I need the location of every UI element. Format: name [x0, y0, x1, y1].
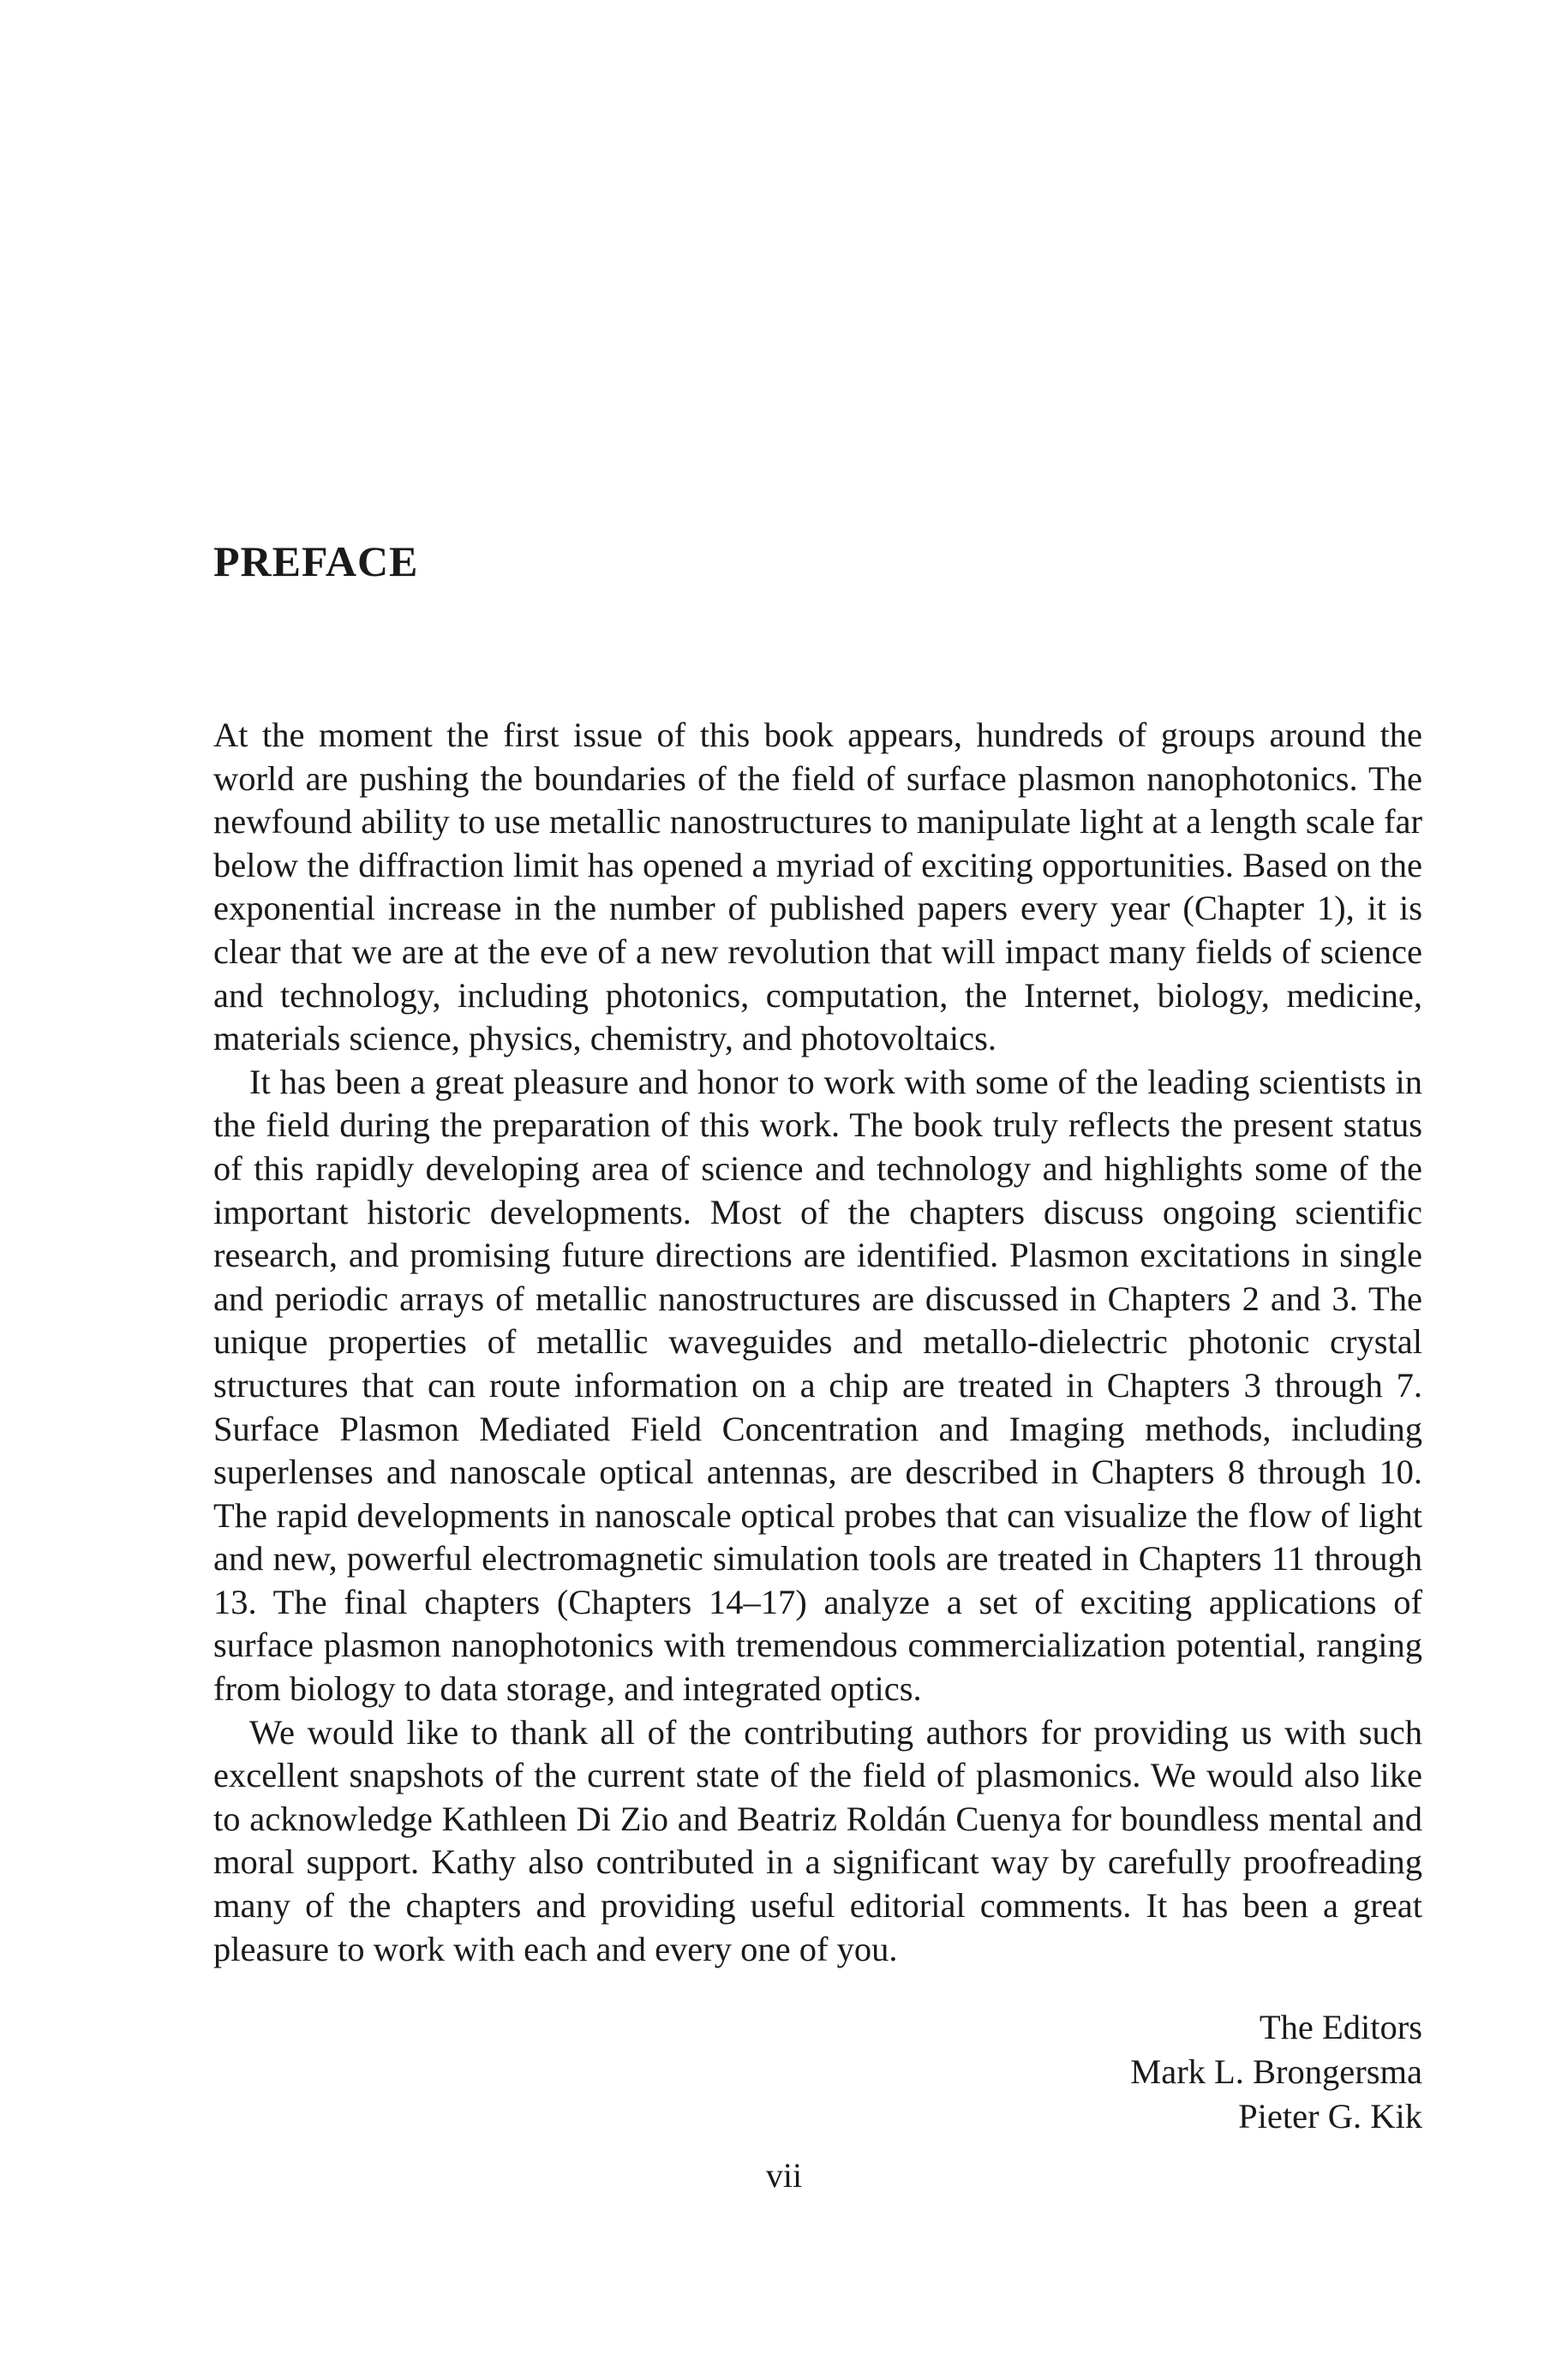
preface-body: [213, 714, 1422, 1971]
signature-editor-1: Mark L. Brongersma: [1130, 2052, 1422, 2091]
paragraph-3: We would like to thank all of the contributing authors for providing us with such excellent snapshots of the current state of the field of plasmonics. We would also like to acknowledge Kathleen Di Zio and Beatriz Roldán Cuenya for boundless mental and moral support. Kathy also contributed in a significant way by carefully proofreading many of the chapters and providing useful editorial comments. It has been a great pleasure to work with each and every one of you.: [213, 1712, 1422, 1968]
paragraph-1: At the moment the first issue of this book appears, hundreds of groups around the world are pushing the boundaries of the field of surface plasmon nanophotonics. The newfound ability to use metallic nanostructures to manipulate light at a length scale far below the diffraction limit has opened a myriad of exciting opportunities. Based on the exponential increase in the number of published papers every year (Chapter 1), it is clear that we are at the eve of a new revolution that will impact many fields of science and technology, including photonics, computation, the Internet, biology, medicine, materials science, physics, chemistry, and photovoltaics.: [213, 716, 1422, 1058]
signature-block: [1130, 2005, 1422, 2139]
signature-editor-2: Pieter G. Kik: [1238, 2097, 1422, 2135]
page-number: vii: [765, 2156, 803, 2195]
page-title: PREFACE: [213, 537, 419, 585]
paragraph-2: It has been a great pleasure and honor to work with some of the leading scientists in the field during the preparation of this work. The book truly reflects the present status of this rapidly developing area of science and technology and highlights some of the important historic developments. Most of the chapters discuss ongoing scientific research, and promising future directions are identified. Plasmon excitations in single and periodic arrays of metallic nanostructures are discussed in Chapters 2 and 3. The unique properties of metallic waveguides and metallo-dielectric photonic crystal structures that can route information on a chip are treated in Chapters 3 through 7. Surface Plasmon Mediated Field Concentration and Imaging methods, including superlenses and nanoscale optical antennas, are described in Chapters 8 through 10. The rapid developments in nanoscale optical probes that can visualize the flow of light and new, powerful electromagnetic simulation tools are treated in Chapters 11 through 13. The final chapters (Chapters 14–17) analyze a set of exciting applications of surface plasmon nanophotonics with tremendous commercialization potential, ranging from biology to data storage, and integrated optics.: [213, 1062, 1422, 1709]
signature-editors-label: The Editors: [1259, 2008, 1422, 2046]
